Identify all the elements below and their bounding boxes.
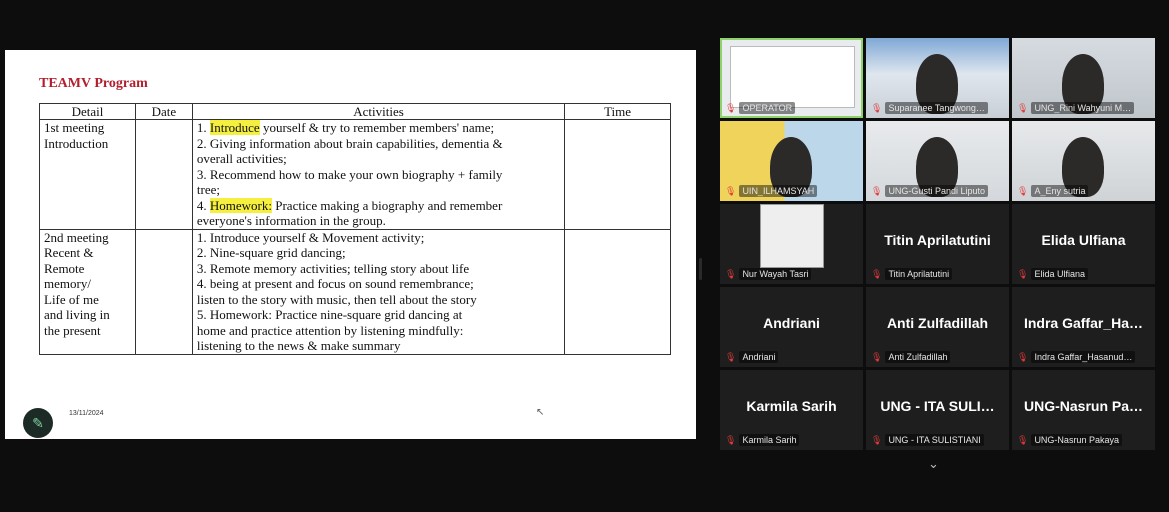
detail-line: and living in	[44, 307, 110, 322]
detail-line: Introduction	[44, 135, 109, 151]
detail-line: 1st meeting	[44, 120, 105, 135]
muted-mic-icon: 🎙︎	[1017, 351, 1029, 362]
participant-name: UNG-Nasrun Pakaya	[1031, 434, 1122, 446]
activity-text: Practice making a biography and remember	[271, 197, 503, 213]
participant-name: Karmila Sarih	[739, 434, 799, 446]
participant-label	[871, 102, 988, 114]
date-cell	[135, 229, 192, 354]
header-activities: Activities	[192, 104, 564, 120]
participant-name: Andriani	[739, 351, 778, 363]
participant-tile[interactable]	[1012, 370, 1155, 450]
activity-text: 3. Recommend how to make your own biography + family	[196, 166, 503, 182]
participant-name: Suparanee Tangwong…	[885, 102, 987, 114]
participant-display-name: Karmila Sarih	[746, 398, 837, 414]
date-cell	[135, 120, 192, 230]
activity-line	[197, 338, 560, 354]
activity-line	[197, 151, 560, 167]
muted-mic-icon: 🎙︎	[1017, 102, 1029, 113]
activity-line	[197, 292, 560, 308]
activity-text: yourself & try to remember members' name;	[259, 120, 495, 135]
detail-line: 2nd meeting	[44, 229, 109, 245]
activity-text: 4.	[196, 197, 210, 213]
muted-mic-icon: 🎙︎	[725, 434, 737, 445]
muted-mic-icon: 🎙︎	[1017, 434, 1029, 445]
highlighted-text: Introduce	[209, 120, 260, 135]
participant-label	[1017, 351, 1135, 363]
activity-text: 3. Remote memory activities; telling story about life	[196, 260, 470, 276]
participant-display-name: UNG-Nasrun Pa…	[1023, 398, 1144, 414]
muted-mic-icon: 🎙︎	[725, 102, 737, 113]
participant-tile[interactable]	[866, 287, 1009, 367]
activity-line	[197, 213, 560, 229]
activity-line	[197, 276, 560, 292]
time-cell	[565, 120, 671, 230]
participant-label	[725, 102, 795, 114]
slide-title: TEAMV Program	[39, 76, 148, 91]
participant-display-name: UNG - ITA SULI…	[880, 398, 995, 414]
participant-display-name: Elida Ulfiana	[1041, 232, 1126, 248]
participant-label	[1017, 185, 1088, 197]
screen-share-thumbnail	[730, 46, 855, 108]
participant-tile[interactable]	[720, 370, 863, 450]
activity-text: 2. Nine-square grid dancing;	[196, 245, 346, 260]
activity-text: 1.	[196, 120, 210, 135]
detail-line: the present	[44, 322, 101, 338]
muted-mic-icon: 🎙︎	[725, 185, 737, 196]
activity-line	[197, 230, 560, 246]
activity-line	[197, 167, 560, 183]
participant-name: Nur Wayah Tasri	[739, 268, 811, 280]
participant-name: Indra Gaffar_Hasanud…	[1031, 351, 1135, 363]
participant-tile[interactable]	[720, 287, 863, 367]
participant-label	[871, 268, 952, 280]
program-table	[39, 103, 671, 355]
activity-line	[197, 198, 560, 214]
participant-label	[1017, 268, 1088, 280]
shared-slide	[5, 50, 696, 439]
muted-mic-icon: 🎙︎	[871, 102, 883, 113]
detail-cell	[40, 229, 136, 354]
activity-text: overall activities;	[196, 151, 287, 166]
activity-text: listen to the story with music, then tell about the story	[196, 291, 477, 307]
activity-line	[197, 307, 560, 323]
participant-tile[interactable]	[866, 38, 1009, 118]
participant-name: UNG - ITA SULISTIANI	[885, 434, 983, 446]
activity-line	[197, 323, 560, 339]
detail-line: Recent &	[44, 245, 94, 260]
muted-mic-icon: 🎙︎	[871, 351, 883, 362]
participant-tile[interactable]	[866, 370, 1009, 450]
participant-tile[interactable]	[866, 204, 1009, 284]
highlighted-text: Homework:	[209, 197, 272, 213]
participant-name: A_Eny sutria	[1031, 185, 1088, 197]
table-row	[40, 120, 671, 230]
participant-label	[725, 185, 817, 197]
participant-display-name: Andriani	[763, 315, 820, 331]
activity-text: 1. Introduce yourself & Movement activity;	[196, 229, 425, 245]
participant-display-name: Anti Zulfadillah	[886, 315, 989, 331]
activity-line	[197, 245, 560, 261]
participant-label	[725, 351, 778, 363]
muted-mic-icon: 🎙︎	[1017, 185, 1029, 196]
detail-line: memory/	[44, 276, 91, 291]
participant-name: Elida Ulfiana	[1031, 268, 1088, 280]
activity-text: home and practice attention by listening mindfully:	[196, 322, 464, 338]
participant-display-name: Indra Gaffar_Ha…	[1023, 315, 1144, 331]
participant-tile[interactable]	[720, 38, 863, 118]
muted-mic-icon: 🎙︎	[871, 434, 883, 445]
header-time: Time	[565, 104, 671, 120]
detail-line: Life of me	[44, 291, 99, 307]
panel-resize-handle[interactable]	[699, 258, 702, 280]
muted-mic-icon: 🎙︎	[871, 268, 883, 279]
participants-grid	[720, 38, 1158, 450]
participant-tile[interactable]	[1012, 121, 1155, 201]
participant-tile[interactable]	[866, 121, 1009, 201]
header-detail: Detail	[40, 104, 136, 120]
participant-label	[725, 268, 811, 280]
table-header-row	[40, 104, 671, 120]
muted-mic-icon: 🎙︎	[871, 185, 883, 196]
participant-tile[interactable]	[720, 204, 863, 284]
participant-display-name: Titin Aprilatutini	[884, 232, 991, 248]
slide-date: 13/11/2024	[69, 410, 104, 417]
activity-line	[197, 261, 560, 277]
activity-text: tree;	[196, 182, 220, 197]
activity-line	[197, 120, 560, 136]
participant-label	[871, 434, 984, 446]
activity-text: listening to the news & make summary	[196, 338, 401, 353]
app-logo-icon: ✎	[23, 408, 53, 438]
header-date: Date	[135, 104, 192, 120]
activity-line	[197, 136, 560, 152]
mouse-cursor-icon: ↖	[536, 407, 545, 418]
participant-thumbnail	[760, 204, 824, 268]
activity-line	[197, 182, 560, 198]
muted-mic-icon: 🎙︎	[725, 268, 737, 279]
participant-tile[interactable]	[1012, 287, 1155, 367]
muted-mic-icon: 🎙︎	[1017, 268, 1029, 279]
detail-cell	[40, 120, 136, 230]
participant-label	[725, 434, 799, 446]
activity-text: 5. Homework: Practice nine-square grid dancing at	[196, 307, 463, 322]
activity-text: everyone's information in the group.	[196, 213, 386, 228]
participant-tile[interactable]	[1012, 204, 1155, 284]
participant-name: Titin Aprilatutini	[885, 268, 952, 280]
participant-name: UIN_ILHAMSYAH	[739, 185, 817, 197]
participant-label	[871, 185, 988, 197]
participant-tile[interactable]	[1012, 38, 1155, 118]
participant-name: Anti Zulfadillah	[885, 351, 950, 363]
participant-name: OPERATOR	[739, 102, 795, 114]
activity-text: 4. being at present and focus on sound remembrance;	[196, 276, 474, 291]
activities-cell	[192, 120, 564, 230]
participant-label	[871, 351, 950, 363]
activity-text: 2. Giving information about brain capabilities, dementia &	[196, 135, 503, 151]
time-cell	[565, 229, 671, 354]
detail-line: Remote	[44, 260, 85, 276]
muted-mic-icon: 🎙︎	[725, 351, 737, 362]
participant-name: UNG_Rini Wahyuni M…	[1031, 102, 1134, 114]
chevron-down-icon[interactable]: ⌄	[928, 456, 939, 471]
participant-label	[1017, 102, 1134, 114]
participant-name: UNG-Gusti Pandi Liputo	[885, 185, 988, 197]
participant-tile[interactable]	[720, 121, 863, 201]
table-row	[40, 229, 671, 354]
activities-cell	[192, 229, 564, 354]
participant-label	[1017, 434, 1122, 446]
